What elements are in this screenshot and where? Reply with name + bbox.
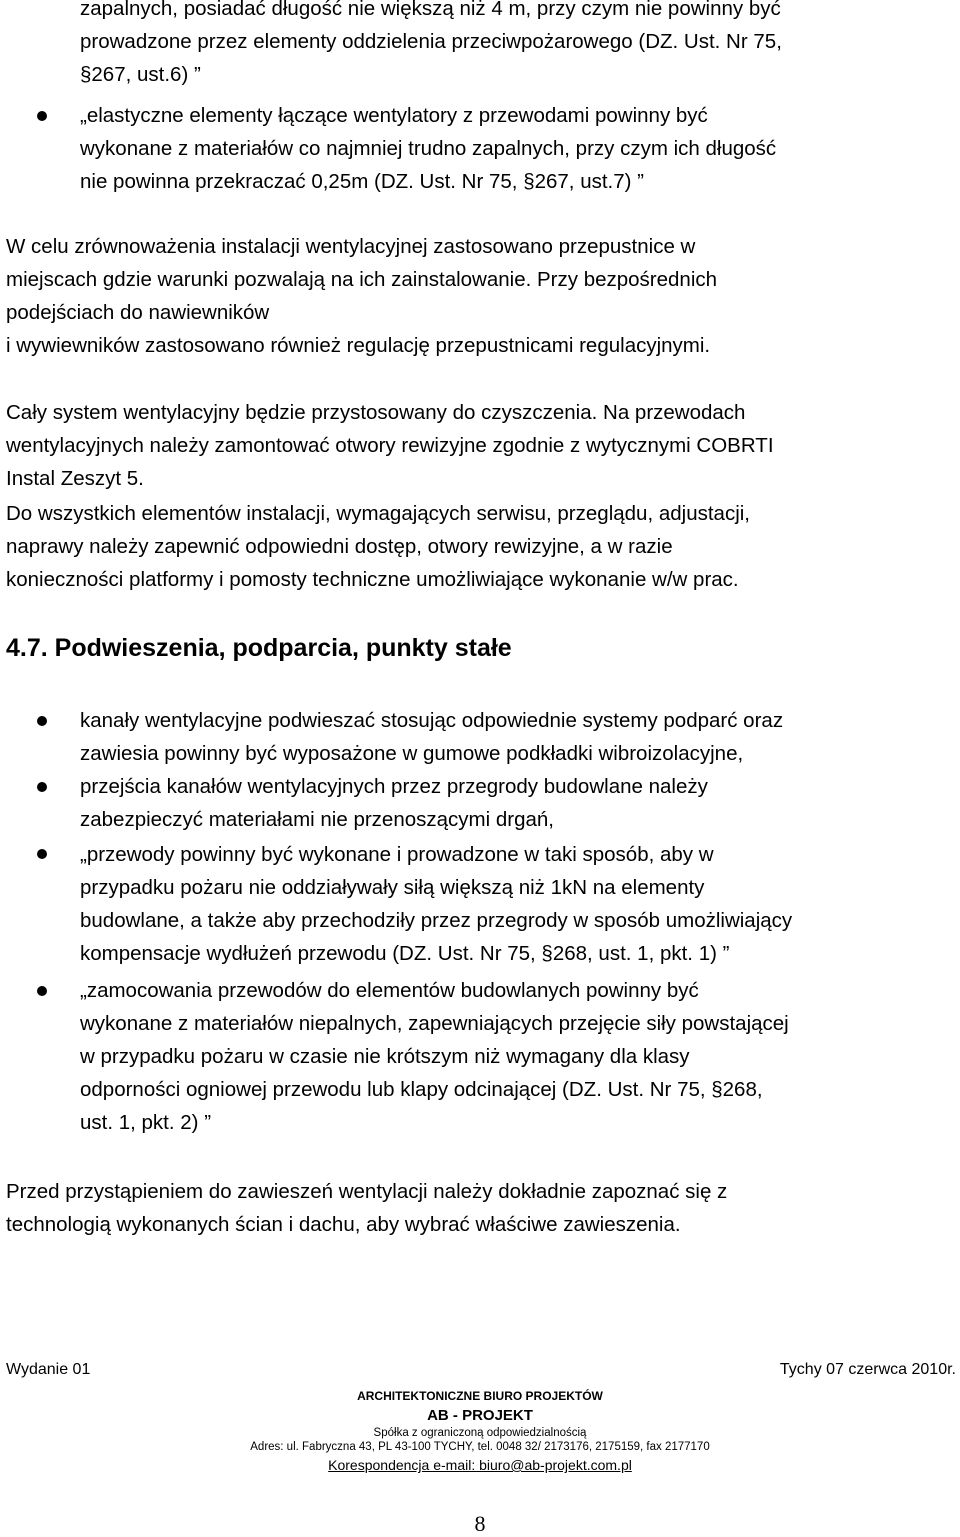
- cleaning-line-1: Cały system wentylacyjny będzie przystosowany do czyszczenia. Na przewodach: [6, 401, 746, 424]
- cleaning-line-2: wentylacyjnych należy zamontować otwory rewizyjne zgodnie z wytycznymi COBRTI: [6, 434, 774, 457]
- section-heading: 4.7. Podwieszenia, podparcia, punkty stałe: [6, 634, 512, 662]
- bullet-dot-icon: [37, 716, 47, 726]
- suspension-bullet-1-line-2: zawiesia powinny być wyposażone w gumowe podkładki wibroizolacyjne,: [80, 742, 744, 765]
- footer-company: AB - PROJEKT: [427, 1407, 533, 1424]
- suspension-bullet-3-line-1: „przewody powinny być wykonane i prowadzone w taki sposób, aby w: [80, 843, 714, 866]
- continuation-line-1: zapalnych, posiadać długość nie większą niż 4 m, przy czym nie powinny być: [80, 0, 781, 20]
- bullet-dot-icon: [37, 782, 47, 792]
- access-line-1: Do wszystkich elementów instalacji, wymagających serwisu, przeglądu, adjustacji,: [6, 502, 750, 525]
- suspension-bullet-1-line-1: kanały wentylacyjne podwieszać stosując odpowiednie systemy podparć oraz: [80, 709, 784, 732]
- suspension-bullet-4-line-1: „zamocowania przewodów do elementów budowlanych powinny być: [80, 979, 699, 1002]
- continuation-line-3: §267, ust.6) ”: [80, 63, 201, 86]
- suspension-bullet-3-line-4: kompensacje wydłużeń przewodu (DZ. Ust. Nr 75, §268, ust. 1, pkt. 1) ”: [80, 942, 730, 965]
- suspension-bullet-4-line-2: wykonane z materiałów niepalnych, zapewniających przejęcie siły powstającej: [80, 1012, 789, 1035]
- bullet-dot-icon: [37, 986, 47, 996]
- footer-edition: Wydanie 01: [6, 1361, 91, 1378]
- elastic-bullet-line-1: „elastyczne elementy łączące wentylatory z przewodami powinny być: [80, 104, 708, 127]
- final-line-2: technologią wykonanych ścian i dachu, aby wybrać właściwe zawieszenia.: [6, 1213, 681, 1236]
- suspension-bullet-2-line-1: przejścia kanałów wentylacyjnych przez przegrody budowlane należy: [80, 775, 708, 798]
- footer-company-type: Spółka z ograniczoną odpowiedzialnością: [373, 1427, 587, 1439]
- balancing-line-1: W celu zrównoważenia instalacji wentylacyjnej zastosowano przepustnice w: [6, 235, 696, 258]
- suspension-bullet-4-line-5: ust. 1, pkt. 2) ”: [80, 1111, 212, 1134]
- suspension-bullet-4-line-3: w przypadku pożaru w czasie nie krótszym niż wymagany dla klasy: [80, 1045, 690, 1068]
- bullet-dot-icon: [37, 849, 47, 859]
- bullet-dot-icon: [37, 111, 47, 121]
- footer-office: ARCHITEKTONICZNE BIURO PROJEKTÓW: [357, 1389, 603, 1403]
- balancing-line-4: i wywiewników zastosowano również regulację przepustnicami regulacyjnymi.: [6, 334, 711, 357]
- suspension-bullet-2-line-2: zabezpieczyć materiałami nie przenoszącymi drgań,: [80, 808, 554, 831]
- balancing-line-3: podejściach do nawiewników: [6, 301, 270, 324]
- elastic-bullet-line-2: wykonane z materiałów co najmniej trudno zapalnych, przy czym ich długość: [80, 137, 777, 160]
- balancing-line-2: miejscach gdzie warunki pozwalają na ich zainstalowanie. Przy bezpośrednich: [6, 268, 718, 291]
- final-line-1: Przed przystąpieniem do zawieszeń wentylacji należy dokładnie zapoznać się z: [6, 1180, 728, 1203]
- suspension-bullet-4-line-4: odporności ogniowej przewodu lub klapy odcinającej (DZ. Ust. Nr 75, §268,: [80, 1078, 763, 1101]
- continuation-line-2: prowadzone przez elementy oddzielenia przeciwpożarowego (DZ. Ust. Nr 75,: [80, 30, 782, 53]
- footer-address: Adres: ul. Fabryczna 43, PL 43-100 TYCHY, tel. 0048 32/ 2173176, 2175159, fax 2177170: [250, 1441, 710, 1453]
- access-line-3: konieczności platformy i pomosty techniczne umożliwiające wykonanie w/w prac.: [6, 568, 739, 591]
- elastic-bullet-line-3: nie powinna przekraczać 0,25m (DZ. Ust. Nr 75, §267, ust.7) ”: [80, 170, 644, 193]
- footer-email-line[interactable]: [0, 1456, 960, 1474]
- suspension-bullet-3-line-3: budowlane, a także aby przechodziły przez przegrody w sposób umożliwiający: [80, 909, 793, 932]
- footer-email-link[interactable]: Korespondencja e-mail: biuro@ab-projekt.com.pl: [328, 1457, 632, 1473]
- cleaning-line-3: Instal Zeszyt 5.: [6, 467, 144, 490]
- suspension-bullet-3-line-2: przypadku pożaru nie oddziaływały siłą większą niż 1kN na elementy: [80, 876, 705, 899]
- footer-date: Tychy 07 czerwca 2010r.: [779, 1361, 956, 1378]
- page-number: 8: [474, 1511, 486, 1536]
- access-line-2: naprawy należy zapewnić odpowiedni dostęp, otwory rewizyjne, a w razie: [6, 535, 673, 558]
